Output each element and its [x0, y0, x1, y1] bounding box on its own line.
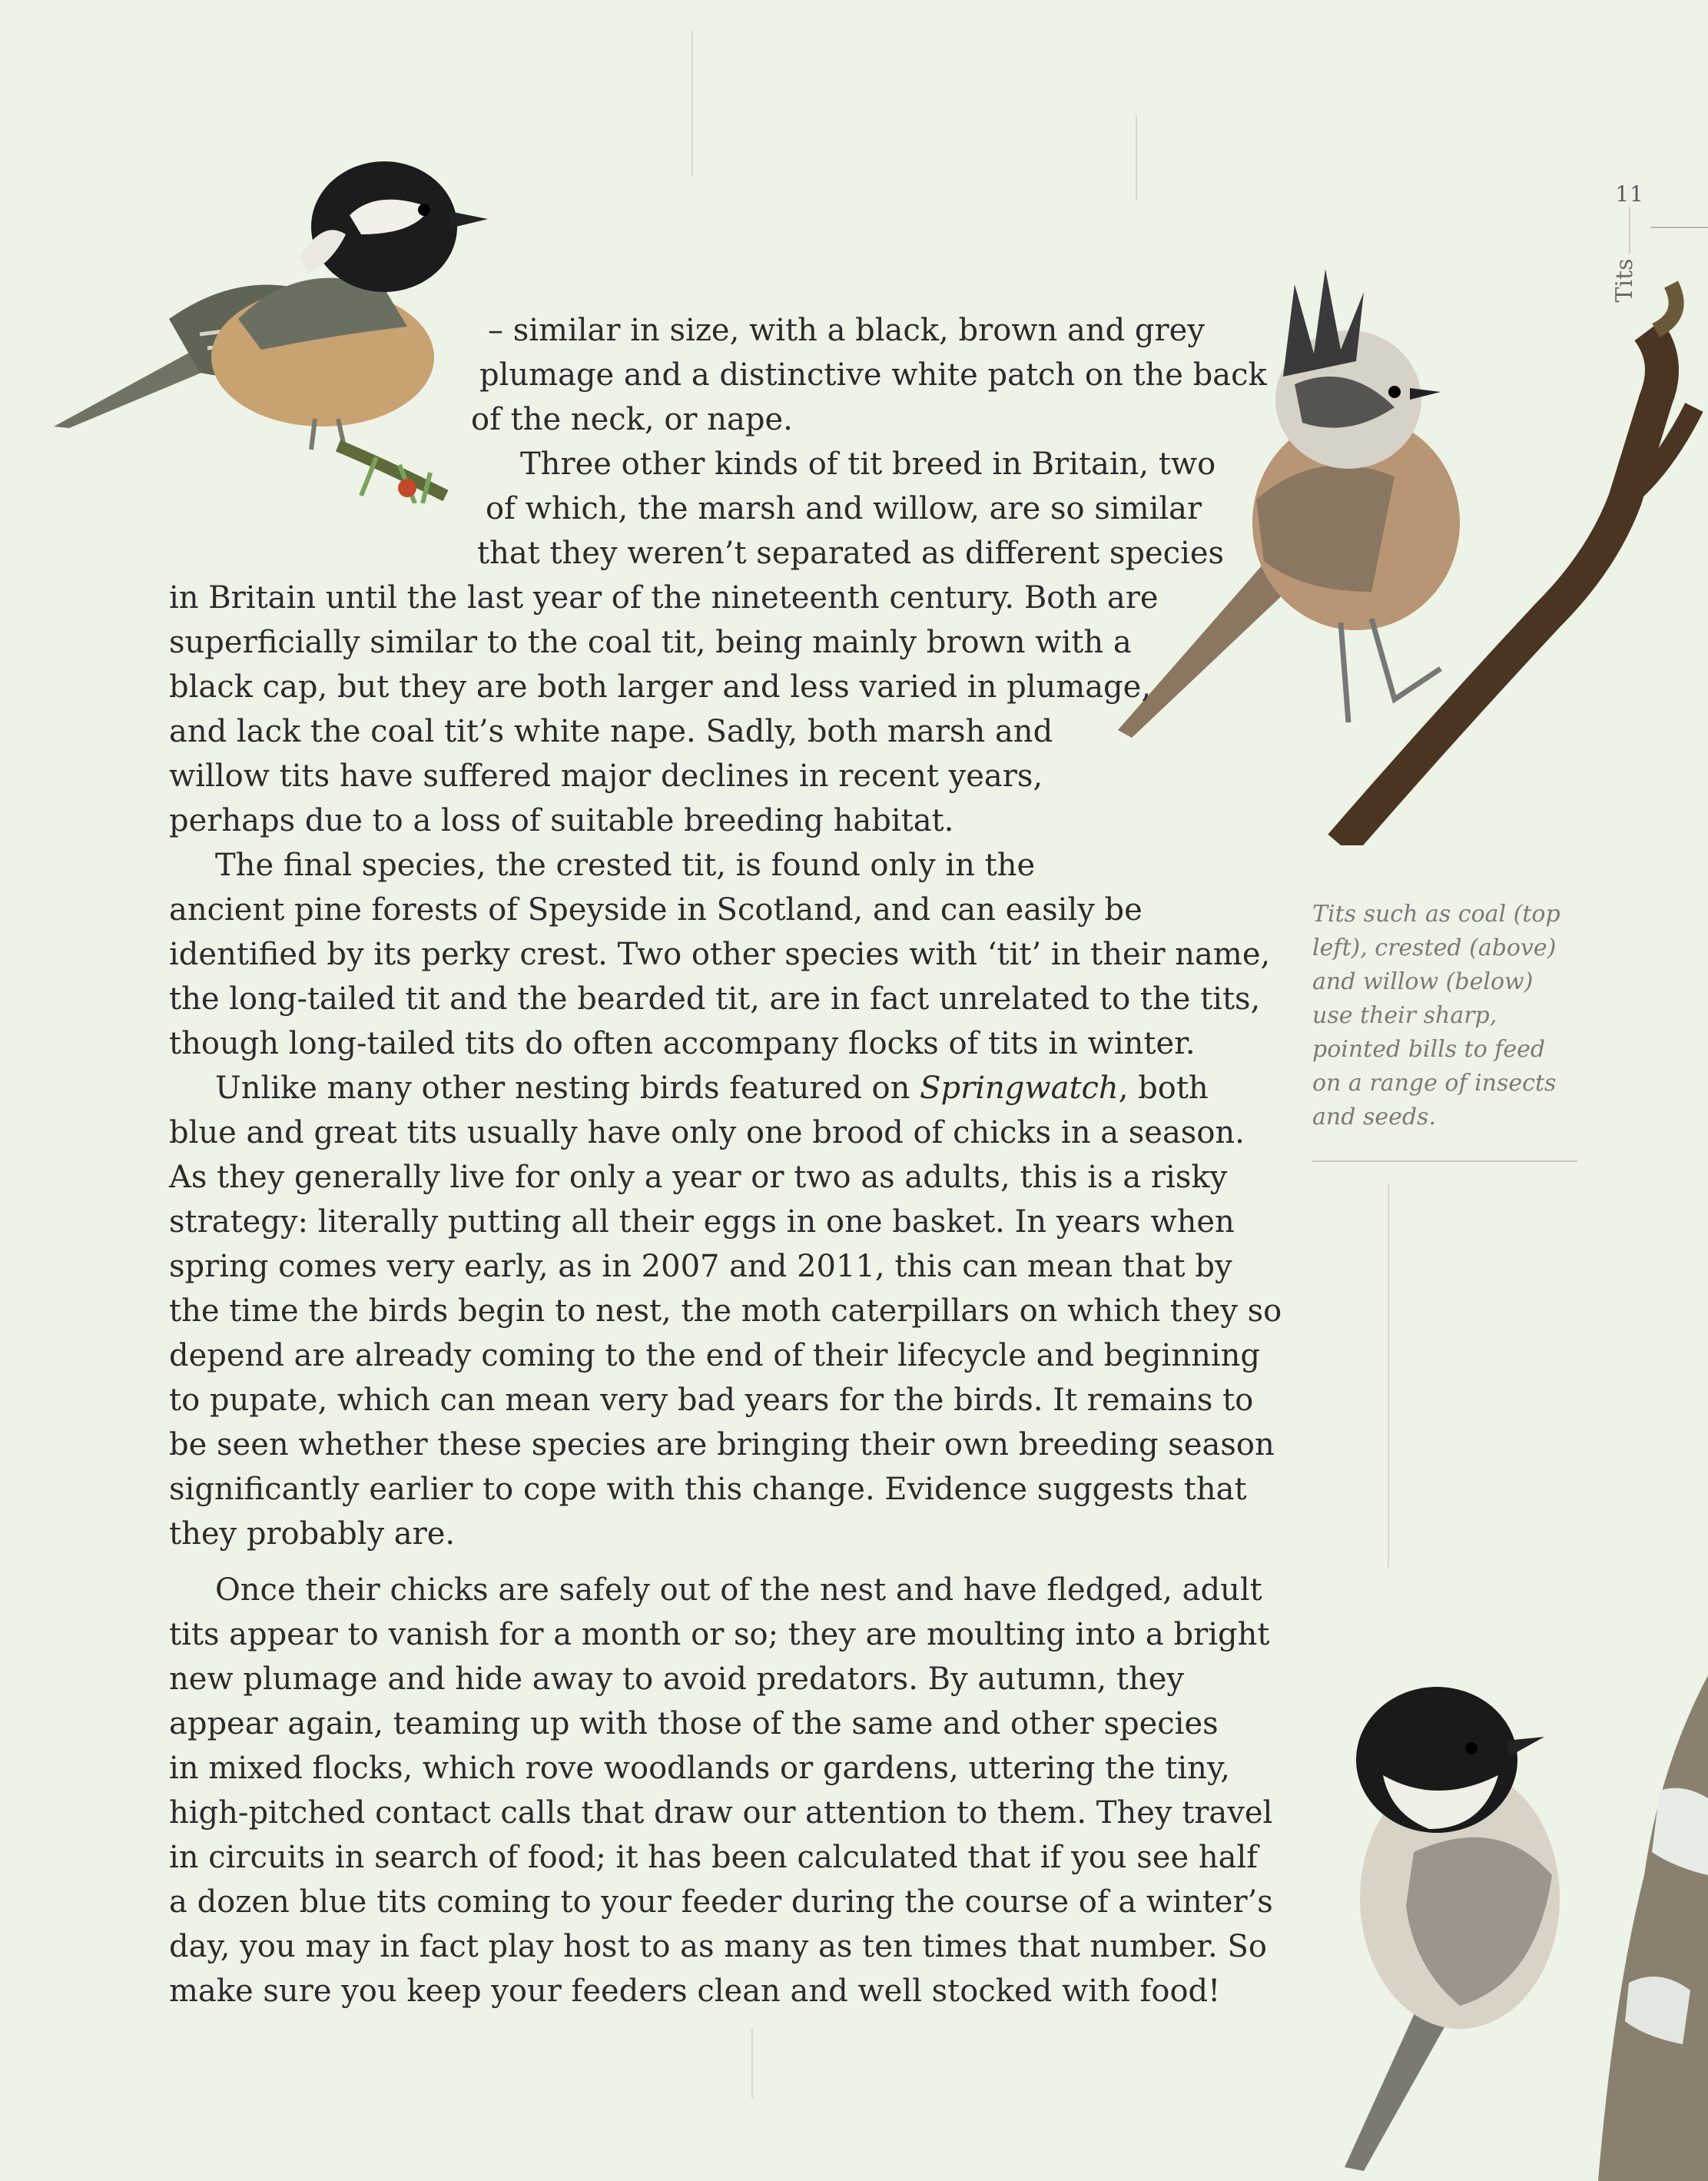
body-line: Once their chicks are safely out of the nest and have fledged, adult	[215, 1572, 1262, 1608]
body-line: appear again, teaming up with those of the same and other species	[169, 1706, 1219, 1741]
body-line: significantly earlier to cope with this change. Evidence suggests that	[169, 1472, 1247, 1507]
body-line	[215, 1066, 1209, 1110]
scan-line	[751, 2029, 753, 2098]
body-line-text: , both	[1118, 1071, 1209, 1106]
caption-rule	[1312, 1160, 1577, 1162]
body-line: the time the birds begin to nest, the moth caterpillars on which they so	[169, 1293, 1282, 1329]
body-line: they probably are.	[169, 1516, 456, 1552]
body-line: Three other kinds of tit breed in Britain, two	[520, 446, 1216, 482]
section-tab: Tits	[1611, 258, 1638, 303]
body-line: identified by its perky crest. Two other species with ‘tit’ in their name,	[169, 937, 1271, 972]
body-line: new plumage and hide away to avoid predators. By autumn, they	[169, 1661, 1185, 1697]
body-line: black cap, but they are both larger and less varied in plumage,	[169, 669, 1152, 705]
body-line: of the neck, or nape.	[471, 402, 793, 437]
caption-line: and seeds.	[1312, 1104, 1436, 1130]
caption-line: left), crested (above)	[1312, 934, 1557, 961]
willow-tit-image	[1322, 1675, 1708, 2181]
body-line: As they generally live for only a year or two as adults, this is a risky	[169, 1160, 1228, 1195]
body-line: though long-tailed tits do often accompany flocks of tits in winter.	[169, 1026, 1196, 1061]
body-line: spring comes very early, as in 2007 and 2011, this can mean that by	[169, 1249, 1232, 1284]
body-line: plumage and a distinctive white patch on the back	[479, 357, 1267, 393]
body-line: strategy: literally putting all their eggs in one basket. In years when	[169, 1204, 1235, 1240]
scan-line	[1136, 115, 1137, 200]
caption-line: pointed bills to feed	[1312, 1036, 1546, 1063]
caption-line: Tits such as coal (top	[1312, 901, 1560, 928]
caption-line: use their sharp,	[1312, 1002, 1497, 1029]
body-line: day, you may in fact play host to as many as ten times that number. So	[169, 1929, 1267, 1964]
body-line-text: Unlike many other nesting birds featured on	[215, 1071, 910, 1106]
body-line: that they weren’t separated as different species	[477, 536, 1225, 571]
body-line: and lack the coal tit’s white nape. Sadly, both marsh and	[169, 714, 1053, 749]
caption-line: on a range of insects	[1312, 1070, 1557, 1097]
section-tab-rule	[1629, 207, 1630, 254]
coal-tit-image	[46, 142, 507, 503]
page-number: 11	[1615, 181, 1644, 207]
scan-line	[691, 31, 693, 177]
springwatch-title: Springwatch	[920, 1071, 1119, 1106]
body-line: willow tits have suffered major declines in recent years,	[169, 759, 1043, 794]
body-line: – similar in size, with a black, brown and grey	[488, 313, 1205, 348]
header-rule	[1650, 227, 1708, 228]
body-line: be seen whether these species are bringing their own breeding season	[169, 1427, 1275, 1462]
body-line: in circuits in search of food; it has been calculated that if you see half	[169, 1840, 1259, 1875]
body-line: perhaps due to a loss of suitable breeding habitat.	[169, 803, 954, 838]
body-line: in Britain until the last year of the nineteenth century. Both are	[169, 580, 1159, 616]
body-line: a dozen blue tits coming to your feeder during the course of a winter’s	[169, 1884, 1273, 1920]
body-line: The final species, the crested tit, is found only in the	[215, 848, 1036, 883]
body-line: superficially similar to the coal tit, being mainly brown with a	[169, 625, 1132, 660]
body-line: blue and great tits usually have only one brood of chicks in a season.	[169, 1115, 1245, 1150]
body-line: in mixed flocks, which rove woodlands or gardens, uttering the tiny,	[169, 1751, 1230, 1786]
scan-line	[1388, 1183, 1389, 1568]
body-line: ancient pine forests of Speyside in Scotland, and can easily be	[169, 892, 1143, 928]
body-line: depend are already coming to the end of their lifecycle and beginning	[169, 1338, 1260, 1373]
body-line: of which, the marsh and willow, are so similar	[486, 491, 1202, 526]
caption-line: and willow (below)	[1312, 968, 1534, 995]
body-line: the long-tailed tit and the bearded tit, are in fact unrelated to the tits,	[169, 981, 1261, 1017]
body-line: make sure you keep your feeders clean and well stocked with food!	[169, 1974, 1221, 2009]
body-line: tits appear to vanish for a month or so; they are moulting into a bright	[169, 1617, 1270, 1652]
body-line: high-pitched contact calls that draw our attention to them. They travel	[169, 1795, 1273, 1831]
body-line: to pupate, which can mean very bad years for the birds. It remains to	[169, 1383, 1254, 1418]
